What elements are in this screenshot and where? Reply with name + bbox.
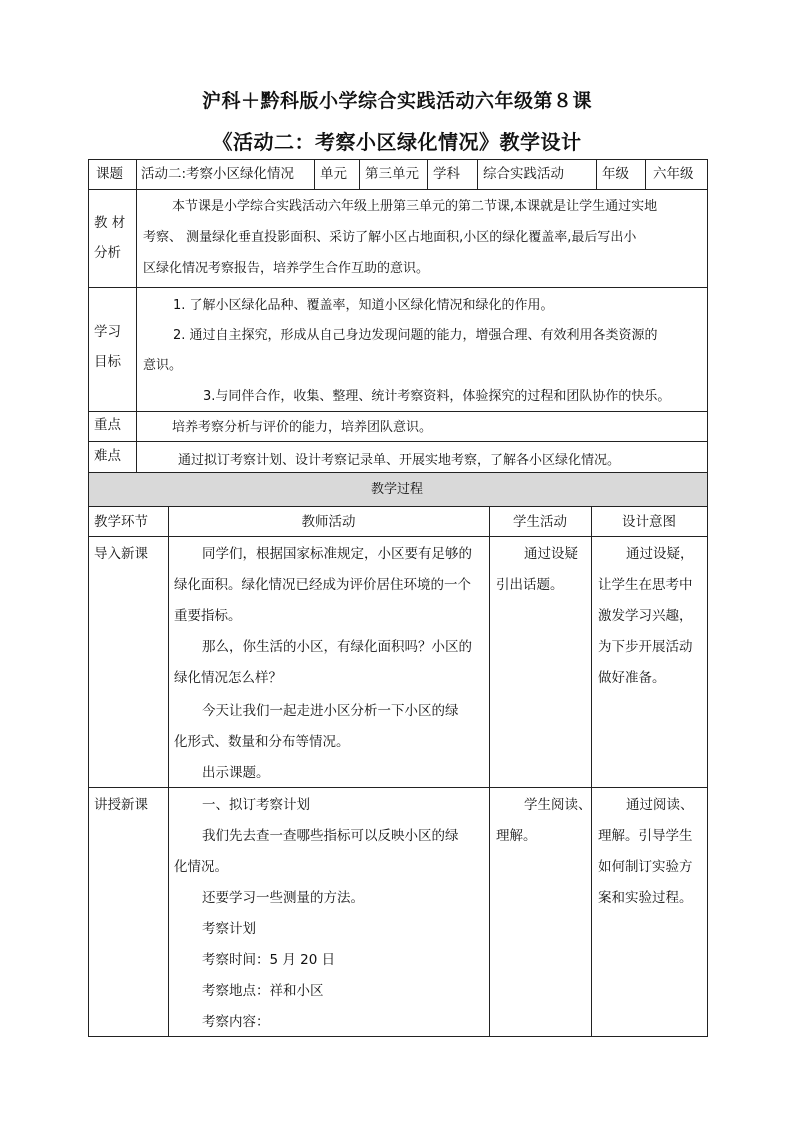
teacher-line: 考察内容： — [202, 1014, 270, 1030]
analysis-text-line: 本节课是小学综合实践活动六年级上册第三单元的第二节课,本课就是让学生通过实地 — [172, 199, 658, 214]
teacher-line: 那么，你生活的小区，有绿化面积吗？小区的 — [202, 639, 472, 655]
table-border — [489, 506, 490, 1037]
table-border — [88, 189, 708, 190]
table-border — [314, 159, 315, 189]
objective-line: 意识。 — [143, 358, 183, 373]
table-border — [707, 159, 708, 1037]
student-line: 通过设疑 — [524, 546, 578, 562]
teacher-line: 我们先去查一查哪些指标可以反映小区的绿 — [202, 828, 459, 844]
analysis-label-line2: 分析 — [94, 245, 121, 261]
intent-line: 如何制订实验方 — [598, 859, 693, 875]
objectives-label-line2: 目标 — [94, 354, 121, 370]
objective-line: 2. 通过自主探究，形成从自己身边发现问题的能力，增强合理、有效利用各类资源的 — [173, 328, 658, 343]
teacher-line: 考察地点：祥和小区 — [202, 983, 324, 999]
column-header-teacher: 教师活动 — [301, 514, 356, 530]
unit-label: 单元 — [320, 166, 347, 182]
stage-label: 导入新课 — [94, 546, 148, 562]
intent-line: 通过设疑， — [626, 546, 694, 562]
teacher-line: 出示课题。 — [202, 765, 270, 781]
topic-value: 活动二:考察小区绿化情况 — [141, 166, 295, 182]
intent-line: 激发学习兴趣， — [598, 608, 693, 624]
grade-label: 年级 — [602, 166, 629, 182]
subject-value: 综合实践活动 — [483, 166, 564, 182]
table-border — [168, 506, 169, 1037]
teacher-line: 绿化面积。绿化情况已经成为评价居住环境的一个 — [174, 577, 471, 593]
process-header: 教学过程 — [370, 482, 423, 497]
table-border — [88, 159, 708, 160]
subject-label: 学科 — [433, 166, 460, 182]
unit-value: 第三单元 — [365, 166, 419, 182]
table-border — [88, 506, 708, 507]
table-border — [477, 159, 478, 189]
stage-label: 讲授新课 — [94, 797, 148, 813]
student-line: 引出话题。 — [496, 577, 564, 593]
intent-line: 做好准备。 — [598, 670, 666, 686]
teacher-line: 一、拟订考察计划 — [202, 797, 310, 813]
teacher-line: 今天让我们一起走进小区分析一下小区的绿 — [202, 703, 459, 719]
table-border — [88, 411, 708, 412]
teacher-line: 重要指标。 — [174, 608, 242, 624]
table-border — [596, 159, 597, 189]
column-header-student: 学生活动 — [513, 514, 567, 530]
student-line: 理解。 — [496, 828, 537, 844]
table-border — [591, 506, 592, 1037]
teacher-line: 考察计划 — [202, 921, 256, 937]
column-header-stage: 教学环节 — [94, 514, 148, 530]
teacher-line: 化情况。 — [174, 859, 228, 875]
table-border — [88, 441, 708, 442]
table-border — [645, 159, 646, 189]
topic-label: 课题 — [96, 166, 123, 182]
document-subtitle: 《活动二：考察小区绿化情况》教学设计 — [212, 130, 582, 154]
student-line: 学生阅读、 — [524, 797, 592, 813]
intent-line: 理解。引导学生 — [598, 828, 693, 844]
teacher-line: 化形式、数量和分布等情况。 — [174, 734, 350, 750]
table-border — [88, 287, 708, 288]
analysis-text-line: 区绿化情况考察报告，培养学生合作互助的意识。 — [143, 261, 430, 276]
intent-line: 为下步开展活动 — [598, 639, 693, 655]
table-border — [88, 159, 89, 1037]
table-border — [88, 1036, 708, 1037]
key-point-text: 培养考察分析与评价的能力，培养团队意识。 — [172, 420, 433, 435]
intent-line: 案和实验过程。 — [598, 890, 693, 906]
table-border — [136, 159, 137, 472]
analysis-text-line: 考察、 测量绿化垂直投影面积、采访了解小区占地面积,小区的绿化覆盖率,最后写出小 — [143, 230, 637, 245]
difficulty-text: 通过拟订考察计划、设计考察记录单、开展实地考察，了解各小区绿化情况。 — [178, 453, 621, 468]
intent-line: 通过阅读、 — [626, 797, 694, 813]
teacher-line: 还要学习一些测量的方法。 — [202, 890, 364, 906]
objective-line: 3.与同伴合作，收集、整理、统计考察资料，体验探究的过程和团队协作的快乐。 — [203, 389, 671, 404]
teacher-line: 绿化情况怎么样？ — [174, 670, 282, 686]
teacher-line: 考察时间：5 月 20 日 — [202, 952, 336, 968]
column-header-intent: 设计意图 — [622, 514, 676, 530]
key-point-label: 重点 — [94, 417, 121, 433]
grade-value: 六年级 — [653, 166, 694, 182]
intent-line: 让学生在思考中 — [598, 577, 693, 593]
difficulty-label: 难点 — [94, 448, 121, 464]
document-title: 沪科＋黔科版小学综合实践活动六年级第８课 — [201, 90, 592, 112]
table-border — [88, 787, 708, 788]
analysis-label-line1: 教 材 — [94, 215, 126, 231]
objective-line: 1. 了解小区绿化品种、覆盖率，知道小区绿化情况和绿化的作用。 — [173, 298, 554, 313]
table-border — [88, 536, 708, 537]
objectives-label-line1: 学习 — [94, 324, 121, 340]
table-border — [427, 159, 428, 189]
table-border — [359, 159, 360, 189]
teacher-line: 同学们，根据国家标准规定，小区要有足够的 — [202, 546, 472, 562]
